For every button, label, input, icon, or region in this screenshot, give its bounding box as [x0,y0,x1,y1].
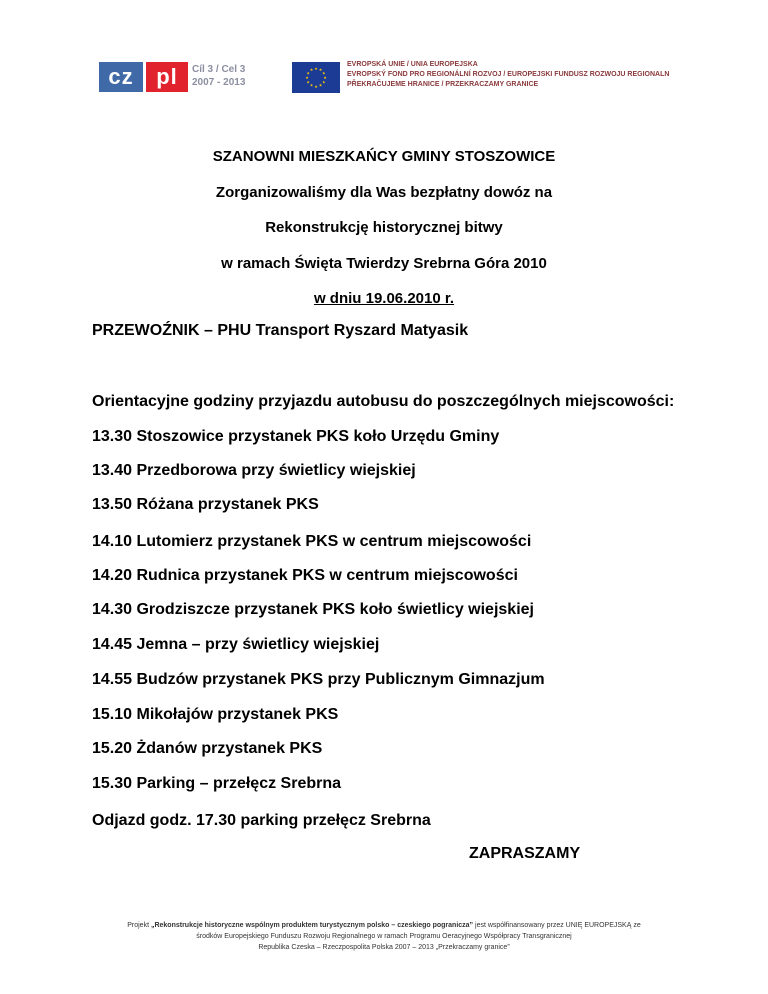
logo-pl: pl [146,62,188,92]
intro-line-2: Rekonstrukcję historycznej bitwy [265,219,503,236]
eu-star-icon: ★ [314,83,318,89]
schedule-item: 14.20 Rudnica przystanek PKS w centrum miejscowości [92,567,518,584]
schedule-item: 14.30 Grodziszcze przystanek PKS koło świetlicy wiejskiej [92,601,534,618]
footer-line-1 [0,920,768,931]
eu-star-icon: ★ [314,65,318,71]
schedule-item: 13.40 Przedborowa przy świetlicy wiejskiej [92,462,416,479]
schedule-item: 14.55 Budzów przystanek PKS przy Publicznym Gimnazjum [92,671,545,688]
eu-star-icon: ★ [306,79,311,85]
carrier-line: PRZEWOŹNIK – PHU Transport Ryszard Matyasik [92,322,469,339]
schedule-item: 15.20 Żdanów przystanek PKS [92,740,323,757]
eu-line-3: PŘEKRAČUJEME HRANICE / PRZEKRACZAMY GRANICE [347,81,539,88]
eu-star-icon: ★ [321,79,326,85]
eu-star-icon: ★ [321,70,326,76]
logo-years-line: 2007 - 2013 [192,77,246,88]
footer-line-3: Republika Czeska – Rzeczpospolita Polska 2007 – 2013 „Przekraczamy granice” [258,944,510,951]
footer-project-name: „Rekonstrukcje historyczne wspólnym produktem turystycznym polsko – czeskiego pogranicza” [150,922,474,929]
closing-text: ZAPRASZAMY [469,845,581,862]
departure-line: Odjazd godz. 17.30 parking przełęcz Srebrna [92,812,431,829]
schedule-heading: Orientacyjne godziny przyjazdu autobusu do poszczególnych miejscowości: [92,393,675,410]
schedule-item: 13.50 Różana przystanek PKS [92,496,319,513]
eu-line-1: EVROPSKÁ UNIE / UNIA EUROPEJSKA [347,61,478,68]
document-title: SZANOWNI MIESZKAŃCY GMINY STOSZOWICE [212,148,556,165]
eu-flag-icon [292,62,340,93]
eu-star-icon: ★ [323,74,327,80]
schedule-item: 14.10 Lutomierz przystanek PKS w centrum miejscowości [92,533,532,550]
eu-star-icon: ★ [309,67,314,73]
eu-line-2: EVROPSKÝ FOND PRO REGIONÁLNÍ ROZVOJ / EUROPEJSKI FUNDUSZ ROZWOJU REGIONALN [347,71,670,78]
schedule-item: 15.10 Mikołajów przystanek PKS [92,706,339,723]
eu-funding-text [347,60,669,90]
footer-suffix: jest współfinansowany przez UNIĘ EUROPEJSKĄ ze [473,922,641,929]
intro-line-3: w ramach Święta Twierdzy Srebrna Góra 2010 [221,255,547,272]
footer [0,920,768,953]
eu-star-icon: ★ [318,67,323,73]
intro-line-1: Zorganizowaliśmy dla Was bezpłatny dowóz na [215,184,553,201]
schedule-item: 13.30 Stoszowice przystanek PKS koło Urzędu Gminy [92,428,500,445]
footer-line-2: środków Europejskiego Funduszu Rozwoju Regionalnego w ramach Programu Oeracyjnego Współpracy Transgranicznej [196,933,572,940]
logo-program-text [192,63,245,89]
event-date: w dniu 19.06.2010 r. [313,290,455,307]
eu-star-icon: ★ [309,82,314,88]
logo-cil-line: Cíl 3 / Cel 3 [192,64,246,75]
eu-star-icon: ★ [306,70,311,76]
schedule-item: 14.45 Jemna – przy świetlicy wiejskiej [92,636,380,653]
schedule-item: 15.30 Parking – przełęcz Srebrna [92,775,342,792]
eu-star-icon: ★ [318,82,323,88]
footer-prefix: Projekt [127,922,151,929]
header [0,0,768,110]
logo-cz: cz [99,62,143,92]
czpl-logo [99,62,249,92]
eu-star-icon: ★ [305,74,309,80]
